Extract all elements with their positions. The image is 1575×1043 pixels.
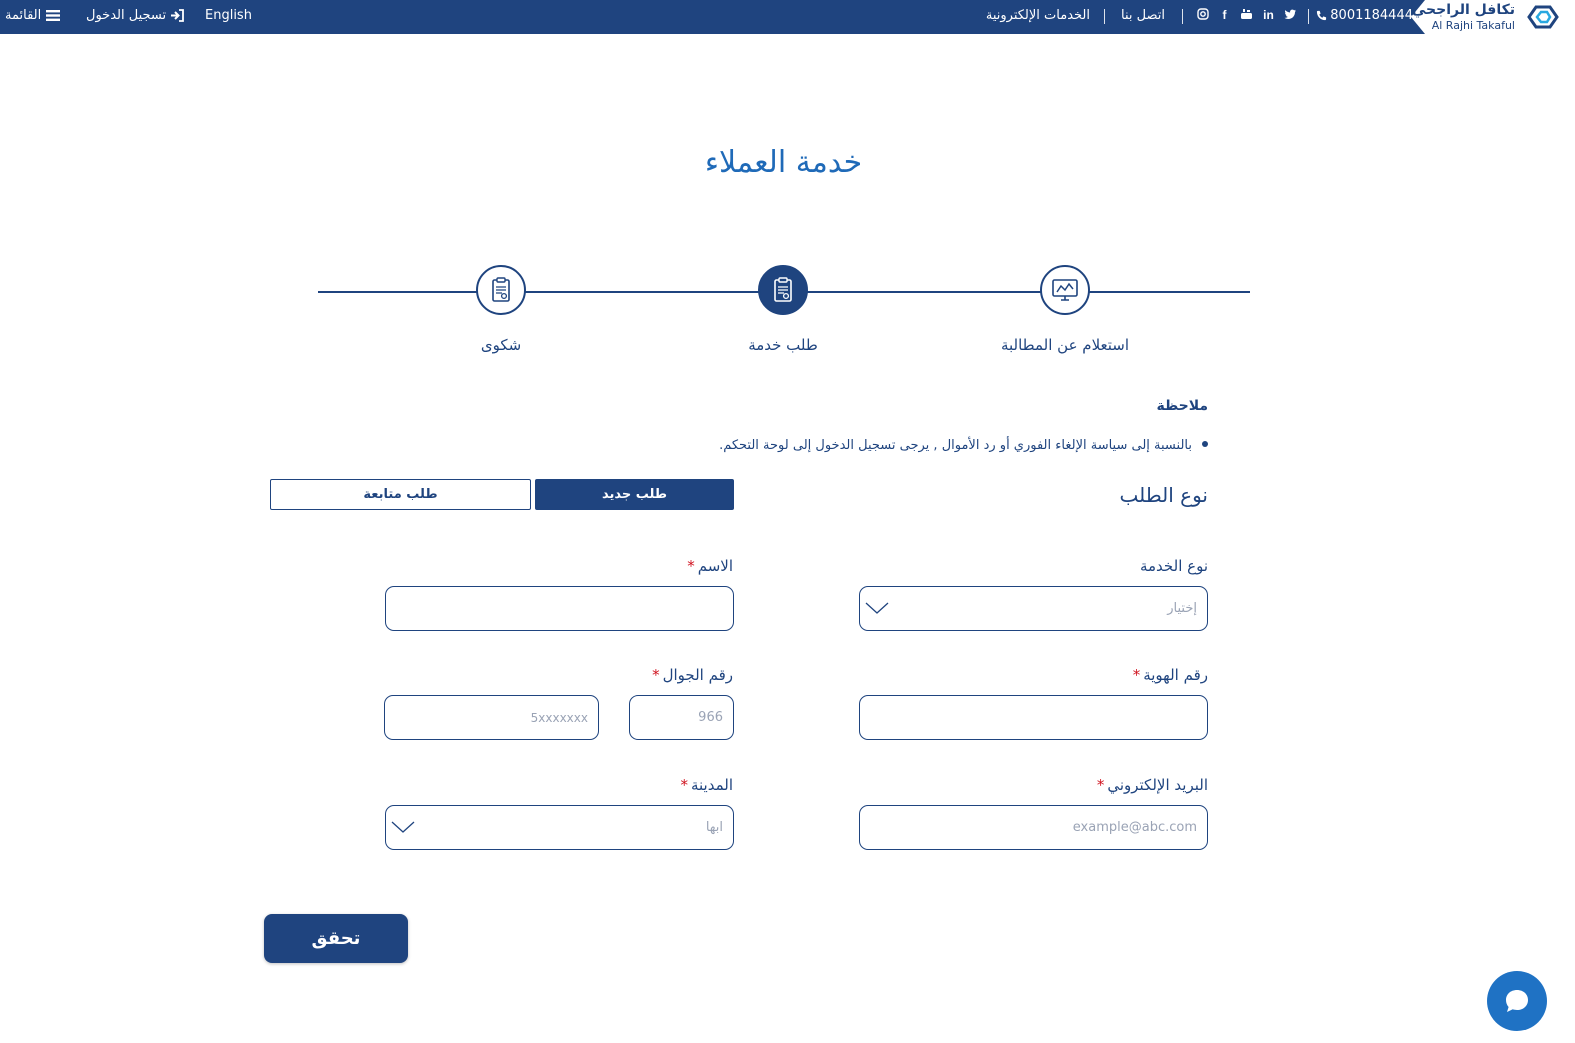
top-navigation-bar xyxy=(0,0,1575,34)
clipboard-icon xyxy=(772,276,794,304)
language-switch[interactable] xyxy=(205,8,252,23)
step-label-service-request[interactable]: طلب خدمة xyxy=(748,336,818,354)
chevron-down-icon xyxy=(390,818,416,836)
phone-number[interactable] xyxy=(1316,8,1413,23)
city-label xyxy=(680,776,733,794)
name-label-text: الاسم xyxy=(697,557,733,575)
required-mark: * xyxy=(680,776,688,794)
chat-bubble-icon xyxy=(1502,986,1532,1016)
note-item-text: بالنسبة إلى سياسة الإلغاء الفوري أو رد الأموال , يرجى تسجيل الدخول إلى لوحة التحكم. xyxy=(719,438,1192,453)
twitter-icon[interactable] xyxy=(1284,8,1297,22)
logo[interactable] xyxy=(1411,0,1575,34)
bullet xyxy=(1202,441,1208,447)
service-type-label-text: نوع الخدمة xyxy=(1139,557,1208,575)
step-claim-inquiry[interactable] xyxy=(1040,265,1090,315)
step-complaint[interactable] xyxy=(476,265,526,315)
verify-button[interactable]: تحقق xyxy=(264,914,408,963)
step-label-complaint[interactable]: شكوى xyxy=(480,336,522,354)
language-label: English xyxy=(205,8,252,23)
request-type-label: نوع الطلب xyxy=(1119,483,1208,507)
note-title: ملاحظة xyxy=(1156,398,1208,414)
monitor-chart-icon xyxy=(1050,277,1080,303)
name-label xyxy=(687,557,733,575)
city-value: ابها xyxy=(705,820,723,835)
al-rajhi-logo-icon xyxy=(1525,4,1561,30)
email-input[interactable] xyxy=(859,805,1208,850)
menu-label: القائمة xyxy=(5,8,42,23)
instagram-icon[interactable] xyxy=(1196,8,1209,22)
city-select[interactable] xyxy=(385,805,734,850)
sign-in-icon xyxy=(170,9,185,22)
phone-icon xyxy=(1316,10,1327,21)
follow-up-request-button[interactable]: طلب متابعة xyxy=(270,479,531,510)
step-label-claim-inquiry[interactable]: استعلام عن المطالبة xyxy=(1000,336,1130,354)
mobile-label-text: رقم الجوال xyxy=(662,666,733,684)
chat-widget-button[interactable] xyxy=(1487,971,1547,1031)
logo-arabic-text: تكافل الراجحي xyxy=(1411,2,1515,18)
menu-button[interactable] xyxy=(5,8,61,23)
required-mark: * xyxy=(1096,776,1105,794)
chevron-down-icon xyxy=(864,599,890,617)
national-id-label xyxy=(1133,666,1208,684)
facebook-icon[interactable]: f xyxy=(1222,8,1227,22)
required-mark: * xyxy=(652,666,660,684)
hamburger-icon xyxy=(45,9,61,22)
social-links xyxy=(1196,8,1297,22)
divider xyxy=(1308,9,1309,24)
login-link[interactable] xyxy=(86,8,185,23)
step-service-request[interactable] xyxy=(758,265,808,315)
contact-us-link[interactable]: اتصل بنا xyxy=(1121,8,1165,23)
login-label: تسجيل الدخول xyxy=(86,8,167,23)
email-label-text: البريد الإلكتروني xyxy=(1107,776,1208,794)
linkedin-icon[interactable]: in xyxy=(1263,8,1274,22)
page-title: خدمة العملاء xyxy=(704,145,863,180)
service-type-label xyxy=(1140,557,1208,575)
country-code-value: 966 xyxy=(698,710,723,725)
city-label-text: المدينة xyxy=(690,776,733,794)
mobile-number-input[interactable] xyxy=(384,695,599,740)
divider xyxy=(1182,9,1183,24)
required-mark: * xyxy=(687,557,695,575)
country-code-field[interactable] xyxy=(629,695,734,740)
email-label xyxy=(1097,776,1208,794)
youtube-icon[interactable] xyxy=(1240,8,1253,22)
service-type-select[interactable] xyxy=(859,586,1208,631)
phone-number-text: 8001184444 xyxy=(1330,8,1413,23)
name-input[interactable] xyxy=(385,586,734,631)
mobile-label xyxy=(652,666,733,684)
national-id-input[interactable] xyxy=(859,695,1208,740)
e-services-link[interactable]: الخدمات الإلكترونية xyxy=(985,8,1090,23)
service-type-value: إختيار xyxy=(1167,601,1197,616)
new-request-button[interactable]: طلب جديد xyxy=(535,479,734,510)
logo-english-text: Al Rajhi Takaful xyxy=(1431,19,1515,32)
divider xyxy=(1104,9,1105,24)
required-mark: * xyxy=(1132,666,1141,684)
clipboard-icon xyxy=(490,276,512,304)
national-id-label-text: رقم الهوية xyxy=(1143,666,1208,684)
note-item xyxy=(719,438,1208,453)
